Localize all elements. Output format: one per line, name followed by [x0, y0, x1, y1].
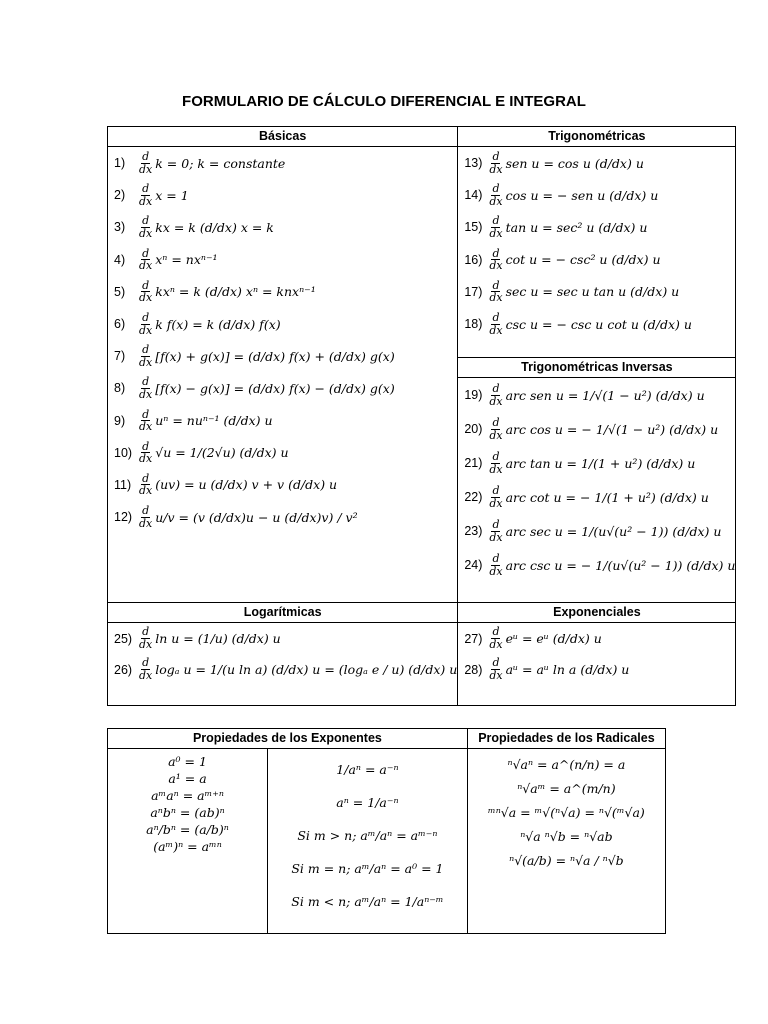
trig-formula: [458, 147, 735, 179]
formula-number: 9): [114, 413, 126, 428]
formula-number: 15): [464, 220, 483, 235]
derivative-operator: d dx: [489, 483, 503, 510]
basicas-formula: [108, 469, 457, 501]
formula-number: 16): [464, 252, 483, 267]
formula-expression: cos u = − sen u (d/dx) u: [505, 187, 659, 203]
prop_exp_1-item: a¹ = a: [168, 771, 207, 786]
prop_exp_2-item: aⁿ = 1/a⁻ⁿ: [336, 795, 399, 810]
formula-number: 21): [464, 456, 483, 470]
derivative-operator: d dx: [139, 343, 153, 369]
formula-number: 4): [114, 252, 126, 267]
properties-table: [107, 728, 666, 934]
formula-number: 18): [464, 317, 483, 332]
formula-expression: xⁿ = nxⁿ⁻¹: [155, 252, 218, 268]
prop_exp_1-item: aⁿbⁿ = (ab)ⁿ: [150, 805, 225, 820]
formula-number: 6): [114, 317, 126, 332]
formula-number: 22): [464, 490, 483, 504]
prop_rad-item: ᵐⁿ√a = ᵐ√(ⁿ√a) = ⁿ√(ᵐ√a): [488, 805, 645, 820]
derivative-operator: d dx: [489, 625, 503, 651]
prop_rad-item: ⁿ√aᵐ = a^(m/n): [517, 781, 616, 796]
formula-number: 19): [464, 388, 483, 402]
formula-expression: arc tan u = 1/(1 + u²) (d/dx) u: [505, 455, 696, 471]
formula-expression: x = 1: [155, 187, 189, 203]
formula-number: 24): [464, 558, 483, 572]
derivative-operator: d dx: [139, 150, 153, 176]
formula-number: 13): [464, 156, 483, 171]
formula-number: 10): [114, 445, 133, 460]
formula-number: 2): [114, 188, 126, 203]
prop_exp_1-item: aⁿ/bⁿ = (a/b)ⁿ: [146, 822, 229, 837]
formula-expression: uⁿ = nuⁿ⁻¹ (d/dx) u: [155, 413, 273, 429]
formula-expression: k f(x) = k (d/dx) f(x): [155, 316, 281, 332]
log-formula: [108, 654, 457, 685]
formula-expression: arc sec u = 1/(u√(u² − 1)) (d/dx) u: [505, 523, 722, 539]
derivative-operator: d dx: [139, 375, 153, 401]
derivative-operator: d dx: [489, 310, 503, 337]
derivative-operator: d dx: [489, 656, 503, 682]
formula-number: 28): [464, 662, 483, 677]
derivative-operator: d dx: [489, 517, 503, 544]
trig-cell: [458, 147, 736, 358]
log-list: [108, 623, 457, 685]
derivative-operator: d dx: [489, 278, 503, 305]
derivative-operator: d dx: [139, 471, 153, 498]
log-header: Logarítmicas: [108, 603, 458, 623]
formula-expression: cot u = − csc² u (d/dx) u: [505, 252, 661, 268]
prop-rad-col: [467, 749, 665, 934]
basicas-list: [108, 147, 457, 533]
prop_rad-item: ⁿ√(a/b) = ⁿ√a / ⁿ√b: [509, 853, 624, 868]
formula-expression: k = 0; k = constante: [155, 155, 286, 171]
log-formula: [108, 623, 457, 654]
prop_exp_2-item: Si m > n; aᵐ/aⁿ = aᵐ⁻ⁿ: [297, 828, 438, 843]
prop_exp_1-item: (aᵐ)ⁿ = aᵐⁿ: [153, 839, 222, 854]
trig_inv-formula: [458, 514, 735, 548]
trig-inv-header: Trigonométricas Inversas: [458, 358, 736, 378]
derivative-operator: d dx: [489, 214, 503, 240]
prop_exp_2-item: Si m < n; aᵐ/aⁿ = 1/aⁿ⁻ᵐ: [291, 894, 444, 909]
trig_inv-formula: [458, 378, 735, 412]
trig_inv-formula: [458, 480, 735, 514]
formula-number: 11): [114, 477, 132, 492]
basicas-formula: [108, 405, 457, 437]
formula-number: 26): [114, 662, 133, 677]
prop_exp_2-item: 1/aⁿ = a⁻ⁿ: [336, 762, 399, 777]
basicas-formula: [108, 211, 457, 243]
formula-expression: tan u = sec² u (d/dx) u: [505, 219, 648, 235]
exp-formula: [458, 623, 735, 654]
formula-expression: u/v = (v (d/dx)u − u (d/dx)v) / v²: [155, 509, 358, 525]
formula-number: 7): [114, 349, 126, 364]
basicas-formula: [108, 244, 457, 276]
trig-formula: [458, 211, 735, 243]
derivative-operator: d dx: [489, 182, 503, 208]
prop-rad-header: Propiedades de los Radicales: [467, 729, 665, 749]
trig_inv-formula: [458, 412, 735, 446]
trig-formula: [458, 276, 735, 308]
log-cell: [108, 623, 458, 706]
formula-number: 25): [114, 631, 133, 646]
derivative-operator: d dx: [489, 551, 503, 578]
formula-number: 3): [114, 220, 126, 235]
trig_inv-formula: [458, 548, 735, 582]
trig-formula: [458, 179, 735, 211]
prop-exp-list-1: [108, 753, 267, 855]
derivative-operator: d dx: [139, 504, 153, 530]
formula-number: 14): [464, 188, 483, 203]
formula-expression: arc cos u = − 1/√(1 − u²) (d/dx) u: [505, 421, 719, 437]
basicas-formula: [108, 147, 457, 179]
trig-formula: [458, 308, 735, 340]
basicas-formula: [108, 340, 457, 372]
derivative-operator: d dx: [489, 415, 503, 442]
formula-expression: [f(x) + g(x)] = (d/dx) f(x) + (d/dx) g(x): [155, 348, 395, 364]
derivative-operator: d dx: [489, 381, 503, 408]
derivative-operator: d dx: [139, 214, 153, 240]
formula-expression: logₐ u = 1/(u ln a) (d/dx) u = (logₐ e / u) (d/dx) u: [155, 662, 458, 677]
formula-number: 23): [464, 524, 483, 538]
formula-number: 12): [114, 510, 133, 525]
derivative-operator: d dx: [139, 407, 153, 434]
derivatives-table: [107, 126, 736, 706]
formula-expression: (uv) = u (d/dx) v + v (d/dx) u: [155, 477, 338, 493]
formula-expression: arc csc u = − 1/(u√(u² − 1)) (d/dx) u: [505, 557, 736, 573]
prop_exp_2-item: Si m = n; aᵐ/aⁿ = a⁰ = 1: [291, 861, 444, 876]
formula-number: 17): [464, 284, 483, 299]
exp-header: Exponenciales: [458, 603, 736, 623]
prop_exp_1-item: a⁰ = 1: [168, 754, 207, 769]
derivative-operator: d dx: [489, 246, 503, 273]
formula-expression: kx = k (d/dx) x = k: [155, 219, 274, 235]
basicas-formula: [108, 179, 457, 211]
prop-exp-col2: [268, 749, 468, 934]
derivative-operator: d dx: [139, 182, 153, 208]
formula-expression: arc cot u = − 1/(1 + u²) (d/dx) u: [505, 489, 709, 505]
formula-number: 1): [114, 156, 126, 171]
formula-expression: sec u = sec u tan u (d/dx) u: [505, 284, 680, 300]
prop-exp-col1: [108, 749, 268, 934]
exp-formula: [458, 654, 735, 685]
basicas-formula: [108, 308, 457, 340]
formula-number: 8): [114, 381, 126, 396]
trig-list: [458, 147, 735, 340]
formula-expression: √u = 1/(2√u) (d/dx) u: [155, 445, 289, 461]
derivative-operator: d dx: [139, 625, 153, 651]
formula-expression: csc u = − csc u cot u (d/dx) u: [505, 316, 692, 332]
prop-exp-header: Propiedades de los Exponentes: [108, 729, 468, 749]
trig-header: Trigonométricas: [458, 127, 736, 147]
derivative-operator: d dx: [139, 278, 153, 305]
derivative-operator: d dx: [489, 150, 503, 176]
derivative-operator: d dx: [139, 656, 153, 682]
basicas-header: Básicas: [108, 127, 458, 147]
formula-expression: aᵘ = aᵘ ln a (d/dx) u: [505, 662, 630, 677]
formula-number: 20): [464, 422, 483, 436]
exp-cell: [458, 623, 736, 706]
trig-inv-list: [458, 378, 735, 582]
basicas-formula: [108, 437, 457, 469]
basicas-formula: [108, 276, 457, 308]
basicas-formula: [108, 372, 457, 404]
prop_rad-item: ⁿ√a ⁿ√b = ⁿ√ab: [520, 829, 613, 844]
formula-expression: [f(x) − g(x)] = (d/dx) f(x) − (d/dx) g(x): [155, 380, 395, 396]
derivative-operator: d dx: [489, 449, 503, 476]
formula-number: 27): [464, 631, 483, 646]
derivative-operator: d dx: [139, 439, 153, 466]
formula-expression: arc sen u = 1/√(1 − u²) (d/dx) u: [505, 387, 705, 403]
trig_inv-formula: [458, 446, 735, 480]
prop_rad-item: ⁿ√aⁿ = a^(n/n) = a: [507, 757, 626, 772]
prop-exp-list-2: [268, 753, 467, 918]
basicas-formula: [108, 501, 457, 533]
basicas-cell: [108, 147, 458, 603]
exp-list: [458, 623, 735, 685]
derivative-operator: d dx: [139, 310, 153, 337]
formula-expression: kxⁿ = k (d/dx) xⁿ = knxⁿ⁻¹: [155, 284, 316, 300]
trig-formula: [458, 244, 735, 276]
prop_exp_1-item: aᵐaⁿ = aᵐ⁺ⁿ: [151, 788, 224, 803]
prop-rad-list: [468, 753, 665, 873]
page-title: FORMULARIO DE CÁLCULO DIFERENCIAL E INTEGRAL: [182, 93, 586, 110]
formula-expression: sen u = cos u (d/dx) u: [505, 155, 644, 171]
formula-number: 5): [114, 284, 126, 299]
formula-expression: eᵘ = eᵘ (d/dx) u: [505, 631, 602, 646]
formula-expression: ln u = (1/u) (d/dx) u: [155, 631, 281, 646]
derivative-operator: d dx: [139, 246, 153, 273]
trig-inv-cell: [458, 378, 736, 603]
